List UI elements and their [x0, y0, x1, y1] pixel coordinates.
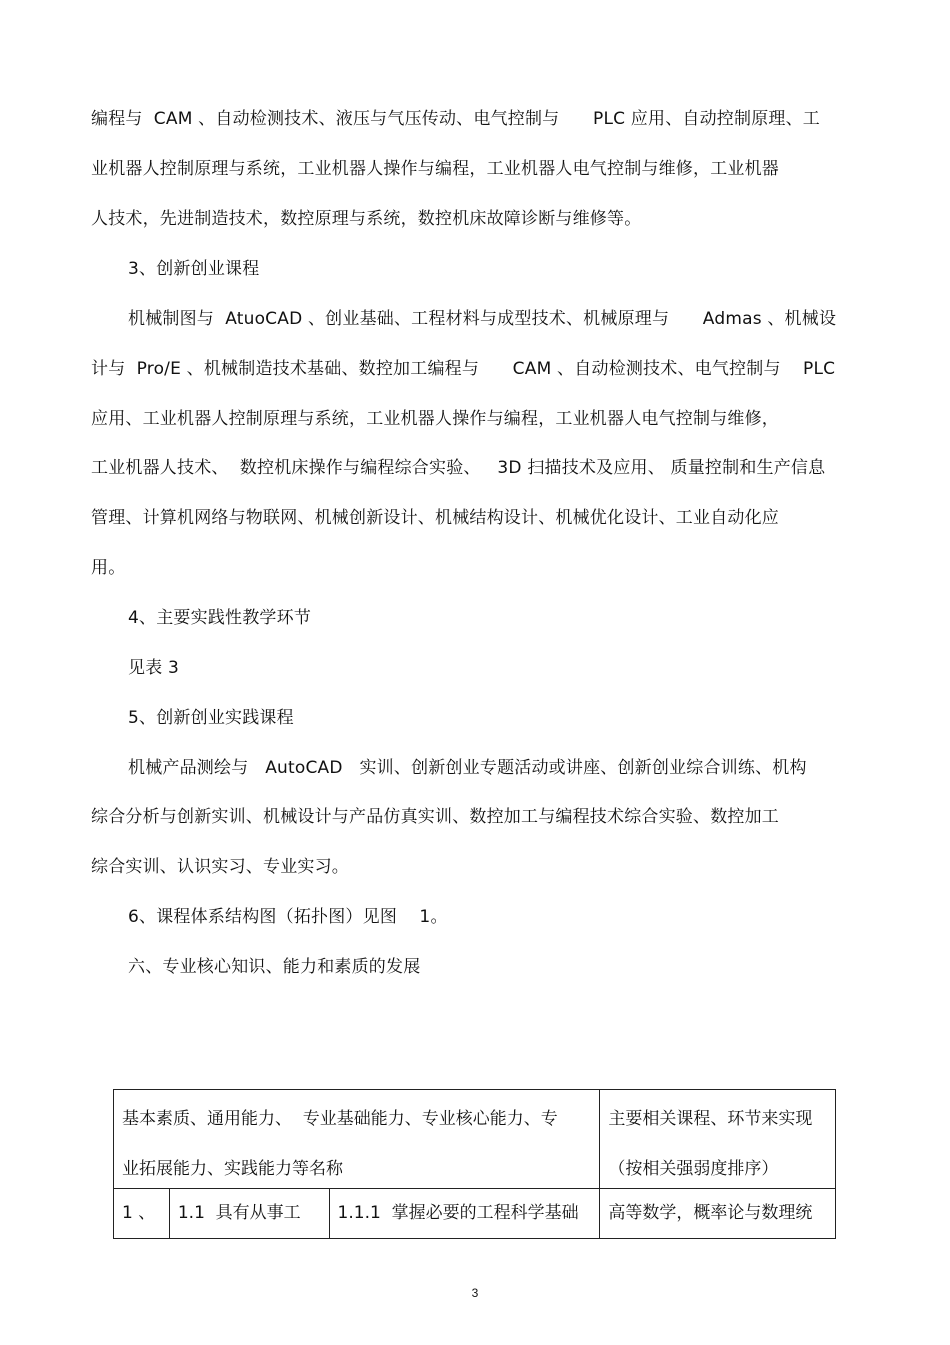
cell-index: 1 、 [114, 1189, 170, 1239]
line-2: 业机器人控制原理与系统，工业机器人操作与编程，工业机器人电气控制与维修，工业机器 [91, 159, 779, 179]
heading-innovation-practice: 5、创新创业实践课程 [128, 708, 294, 728]
heading-course-structure: 6、课程体系结构图（拓扑图）见图 1。 [128, 907, 448, 927]
line-6: 计与 Pro/E 、机械制造技术基础、数控加工编程与 CAM 、自动检测技术、电气控制与 PLC [91, 359, 836, 379]
table-row [114, 1189, 836, 1239]
line-see-table: 见表 3 [128, 658, 180, 678]
section-heading-six: 六、专业核心知识、能力和素质的发展 [128, 957, 421, 977]
line-14: 机械产品测绘与 AutoCAD 实训、创新创业专题活动或讲座、创新创业综合训练、机构 [128, 758, 807, 778]
line-9: 管理、计算机网络与物联网、机械创新设计、机械结构设计、机械优化设计、工业自动化应 [91, 508, 779, 528]
page-number: 3 [471, 1286, 479, 1300]
table-header-row [114, 1090, 836, 1189]
competency-table [113, 1089, 836, 1239]
header-cell-courses [600, 1090, 836, 1189]
cell-courses: 高等数学，概率论与数理统 [600, 1189, 836, 1239]
line-3: 人技术，先进制造技术，数控原理与系统，数控机床故障诊断与维修等。 [91, 209, 642, 229]
header-left-line1: 基本素质、通用能力、 专业基础能力、专业核心能力、专 [122, 1109, 558, 1129]
header-right-line1: 主要相关课程、环节来实现 [608, 1109, 813, 1129]
line-7: 应用、工业机器人控制原理与系统，工业机器人操作与编程，工业机器人电气控制与维修， [91, 409, 779, 429]
line-15: 综合分析与创新实训、机械设计与产品仿真实训、数控加工与编程技术综合实验、数控加工 [91, 807, 779, 827]
header-left-line2: 业拓展能力、实践能力等名称 [122, 1159, 343, 1179]
cell-ability: 1.1 具有从事工 [169, 1189, 329, 1239]
heading-practice-links: 4、主要实践性教学环节 [128, 608, 312, 628]
line-5: 机械制图与 AtuoCAD 、创业基础、工程材料与成型技术、机械原理与 Admas 、机械设 [128, 309, 837, 329]
line-10: 用。 [91, 558, 126, 578]
cell-sub-ability: 1.1.1 掌握必要的工程科学基础 [329, 1189, 600, 1239]
header-right-line2: （按相关强弱度排序） [608, 1159, 779, 1179]
heading-innovation-courses: 3、创新创业课程 [128, 259, 260, 279]
header-cell-abilities [114, 1090, 600, 1189]
line-1: 编程与 CAM 、自动检测技术、液压与气压传动、电气控制与 PLC 应用、自动控制原理、工 [91, 109, 820, 129]
line-16: 综合实训、认识实习、专业实习。 [91, 857, 349, 877]
line-8: 工业机器人技术、 数控机床操作与编程综合实验、 3D 扫描技术及应用、 质量控制和生产信息 [91, 458, 826, 478]
